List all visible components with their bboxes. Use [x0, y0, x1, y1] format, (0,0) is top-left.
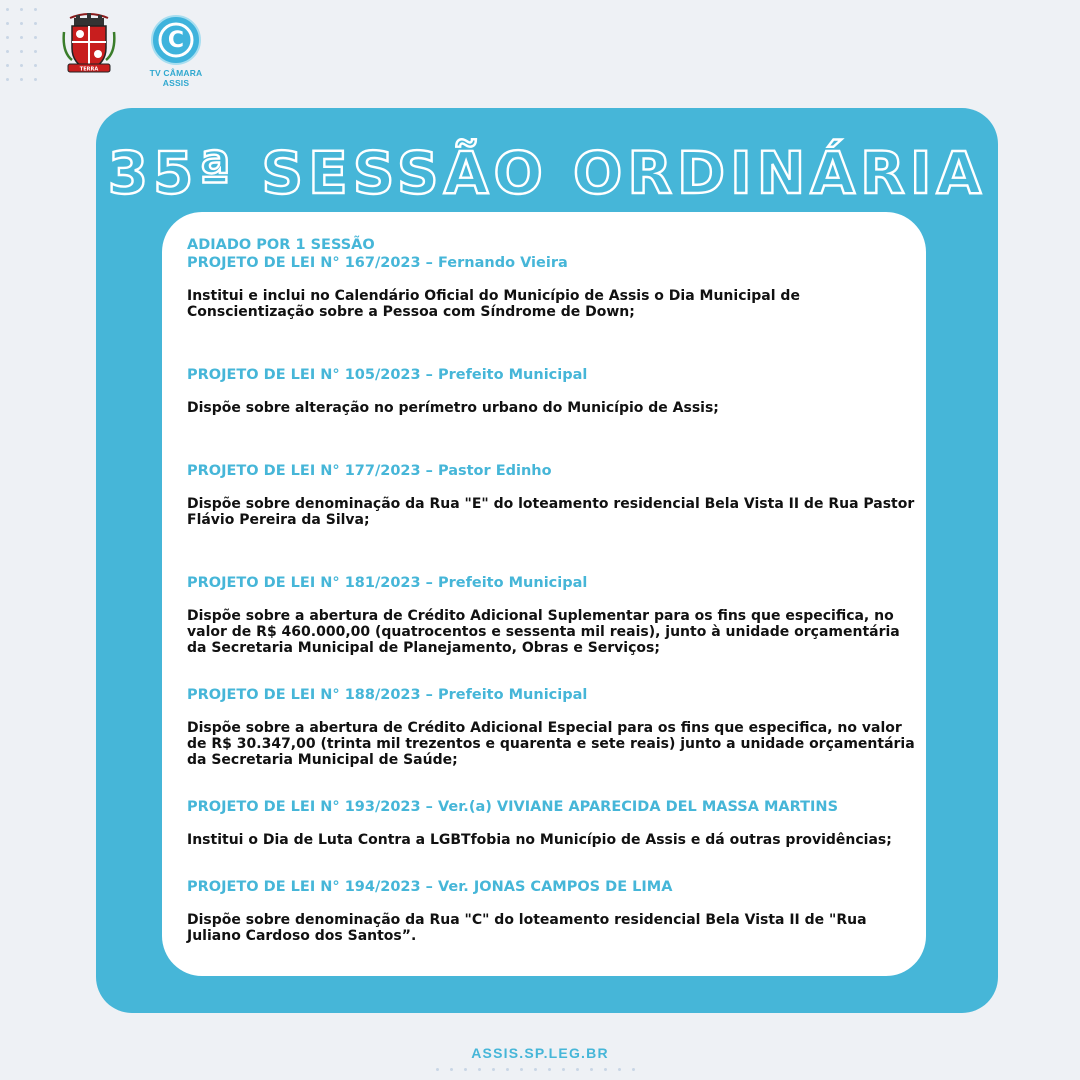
- project-heading: PROJETO DE LEI N° 181/2023 – Prefeito Municipal: [187, 575, 588, 591]
- project-description: Dispõe sobre denominação da Rua "C" do loteamento residencial Bela Vista II de "Rua Juliano Cardoso dos Santos”.: [187, 912, 867, 944]
- tv-camara-logo-icon: [150, 14, 202, 66]
- project-description: Dispõe sobre alteração no perímetro urbano do Município de Assis;: [187, 400, 719, 416]
- city-crest-logo: [62, 12, 116, 76]
- agenda-item: [187, 462, 917, 528]
- tv-camara-label: TV CÂMARA ASSIS: [149, 68, 203, 88]
- svg-text:TERRA: TERRA: [79, 66, 99, 73]
- agenda-item: [187, 366, 917, 416]
- agenda-item: [187, 878, 917, 944]
- project-description: Dispõe sobre a abertura de Crédito Adicional Especial para os fins que especifica, no valor de R$ 30.347,00 (trinta mil trezentos e quarenta e sete reais) junto a unidade orçamentária da Secretaria Municipal de Saúde;: [187, 720, 915, 768]
- project-description: Institui e inclui no Calendário Oficial do Município de Assis o Dia Municipal de Conscientização sobre a Pessoa com Síndrome de Down;: [187, 288, 800, 320]
- project-heading: PROJETO DE LEI N° 188/2023 – Prefeito Municipal: [187, 687, 588, 703]
- project-heading: PROJETO DE LEI N° 167/2023 – Fernando Vieira: [187, 255, 568, 271]
- svg-text:C: C: [167, 28, 185, 53]
- website-link[interactable]: ASSIS.SP.LEG.BR: [471, 1045, 609, 1061]
- agenda-item: [187, 686, 917, 768]
- postponed-note: ADIADO POR 1 SESSÃO: [187, 237, 375, 253]
- project-heading: PROJETO DE LEI N° 194/2023 – Ver. JONAS CAMPOS DE LIMA: [187, 879, 673, 895]
- project-description: Dispõe sobre denominação da Rua "E" do loteamento residencial Bela Vista II de Rua Pastor Flávio Pereira da Silva;: [187, 496, 915, 528]
- project-heading: PROJETO DE LEI N° 193/2023 – Ver.(a) VIVIANE APARECIDA DEL MASSA MARTINS: [187, 799, 839, 815]
- agenda-item: [187, 236, 917, 320]
- project-heading: PROJETO DE LEI N° 177/2023 – Pastor Edinho: [187, 463, 552, 479]
- agenda-item: [187, 574, 917, 656]
- project-description: Institui o Dia de Luta Contra a LGBTfobia no Município de Assis e dá outras providências;: [187, 832, 892, 848]
- session-card: [96, 108, 998, 1013]
- agenda-item: [187, 798, 917, 848]
- session-title: 35ª SESSÃO ORDINÁRIA: [107, 139, 987, 207]
- agenda-panel: [162, 212, 926, 976]
- project-heading: PROJETO DE LEI N° 105/2023 – Prefeito Municipal: [187, 367, 588, 383]
- project-description: Dispõe sobre a abertura de Crédito Adicional Suplementar para os fins que especifica, no valor de R$ 460.000,00 (quatrocentos e sessenta mil reais), junto à unidade orçamentária da Secretaria Municipal de Planejamento, Obras e Serviços;: [187, 608, 900, 656]
